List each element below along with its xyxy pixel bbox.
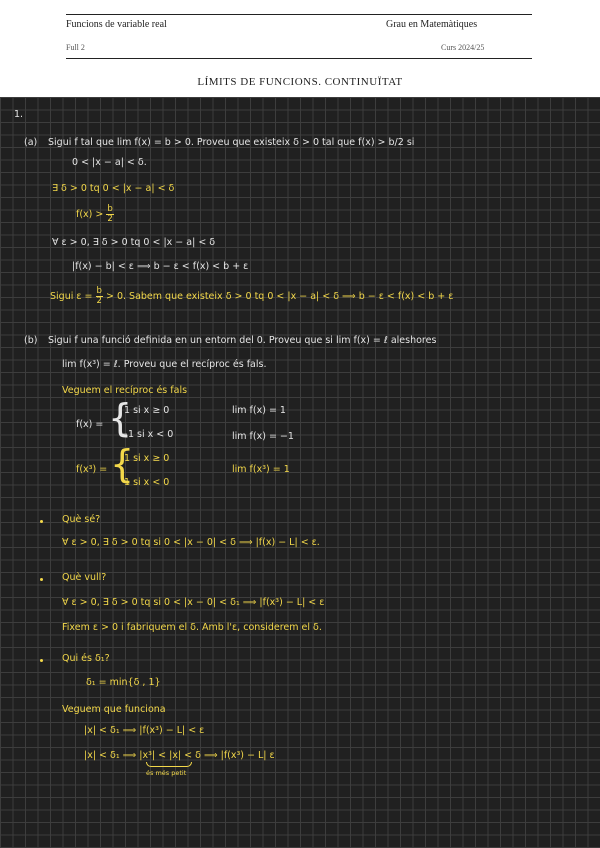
page-title: LÍMITS DE FUNCIONS. CONTINUÏTAT	[197, 76, 403, 88]
part-a-step2	[76, 205, 114, 224]
part-a-step5	[50, 287, 453, 306]
degree-name: Grau en Matemàtiques	[386, 19, 478, 30]
f-limit-left: lim f(x) = −1	[232, 431, 294, 442]
part-a-step5-prefix: Sigui ε =	[50, 291, 93, 302]
question-who-is-delta: Qui és δ₁?	[62, 653, 110, 664]
f-case-2: −1 si x < 0	[120, 429, 174, 440]
question-what-i-want: Què vull?	[62, 572, 107, 583]
part-a-step5-fraction	[96, 287, 103, 306]
document-header	[0, 0, 600, 100]
delta1-definition: δ₁ = min{δ , 1}	[86, 677, 161, 688]
fraction-numerator: b	[96, 286, 102, 296]
f-limit-right: lim f(x) = 1	[232, 405, 286, 416]
header-bottom-rule	[66, 58, 532, 59]
bullet-q2	[40, 578, 43, 581]
g-limit: lim f(x³) = 1	[232, 464, 290, 475]
part-b-statement-line2: lim f(x³) = ℓ. Proveu que el recíproc és fals.	[62, 359, 267, 370]
f-definition-brace: {	[108, 396, 133, 440]
verification-line-1: |x| < δ₁ ⟹ |f(x³) − L| < ε	[84, 725, 205, 736]
answer-what-i-want: ∀ ε > 0, ∃ δ > 0 tq si 0 < |x − 0| < δ₁ ⟹ |f(x³) − L| < ε	[62, 597, 325, 608]
fraction-denominator: 2	[96, 296, 102, 306]
part-a-step2-prefix: f(x) >	[76, 209, 104, 220]
course-name: Funcions de variable real	[66, 19, 167, 30]
sheet-number: Full 2	[66, 43, 85, 52]
answer-what-i-know: ∀ ε > 0, ∃ δ > 0 tq si 0 < |x − 0| < δ ⟹ |f(x) − L| < ε.	[62, 537, 320, 548]
verification-line-2: |x| < δ₁ ⟹ |x³| < |x| < δ ⟹ |f(x³) − L| ε	[84, 750, 275, 761]
part-a-label: (a)	[24, 137, 38, 148]
part-a-step5-suffix: > 0. Sabem que existeix δ > 0 tq 0 < |x − a| < δ ⟹ b − ε < f(x) < b + ε	[105, 291, 454, 302]
question-what-i-know: Què sé?	[62, 514, 101, 525]
part-b-reciprocal-intro: Veguem el recíproc és fals	[62, 385, 188, 396]
part-a-step1: ∃ δ > 0 tq 0 < |x − a| < δ	[52, 183, 175, 194]
part-b-statement-line1: Sigui f una funció definida en un entorn del 0. Proveu que si lim f(x) = ℓ aleshores	[48, 335, 437, 346]
fraction-numerator: b	[107, 204, 113, 214]
part-b-label: (b)	[24, 335, 38, 346]
handwritten-notes-board	[0, 97, 600, 848]
f-case-1: 1 si x ≥ 0	[124, 405, 170, 416]
part-a-step3: ∀ ε > 0, ∃ δ > 0 tq 0 < |x − a| < δ	[52, 237, 216, 248]
part-a-step4: |f(x) − b| < ε ⟹ b − ε < f(x) < b + ε	[72, 261, 249, 272]
part-a-step2-fraction	[106, 205, 113, 224]
g-definition-brace: {	[110, 442, 135, 486]
g-case-2: 1 si x < 0	[124, 477, 170, 488]
header-top-rule	[66, 14, 532, 15]
problem-number: 1.	[14, 109, 24, 120]
academic-year: Curs 2024/25	[441, 43, 485, 52]
verification-underbrace-note: és més petit	[146, 769, 187, 777]
part-a-statement-line1: Sigui f tal que lim f(x) = b > 0. Proveu que existeix δ > 0 tal que f(x) > b/2 si	[48, 137, 415, 148]
bullet-q3	[40, 659, 43, 662]
bullet-q1	[40, 520, 43, 523]
part-a-statement-line2: 0 < |x − a| < δ.	[72, 157, 147, 168]
g-case-1: 1 si x ≥ 0	[124, 453, 170, 464]
verification-intro: Veguem que funciona	[62, 704, 166, 715]
g-definition-label: f(x³) =	[76, 464, 108, 475]
fraction-denominator: 2	[107, 214, 113, 224]
f-definition-label: f(x) =	[76, 419, 104, 430]
fix-epsilon-note: Fixem ε > 0 i fabriquem el δ. Amb l'ε, considerem el δ.	[62, 622, 322, 633]
